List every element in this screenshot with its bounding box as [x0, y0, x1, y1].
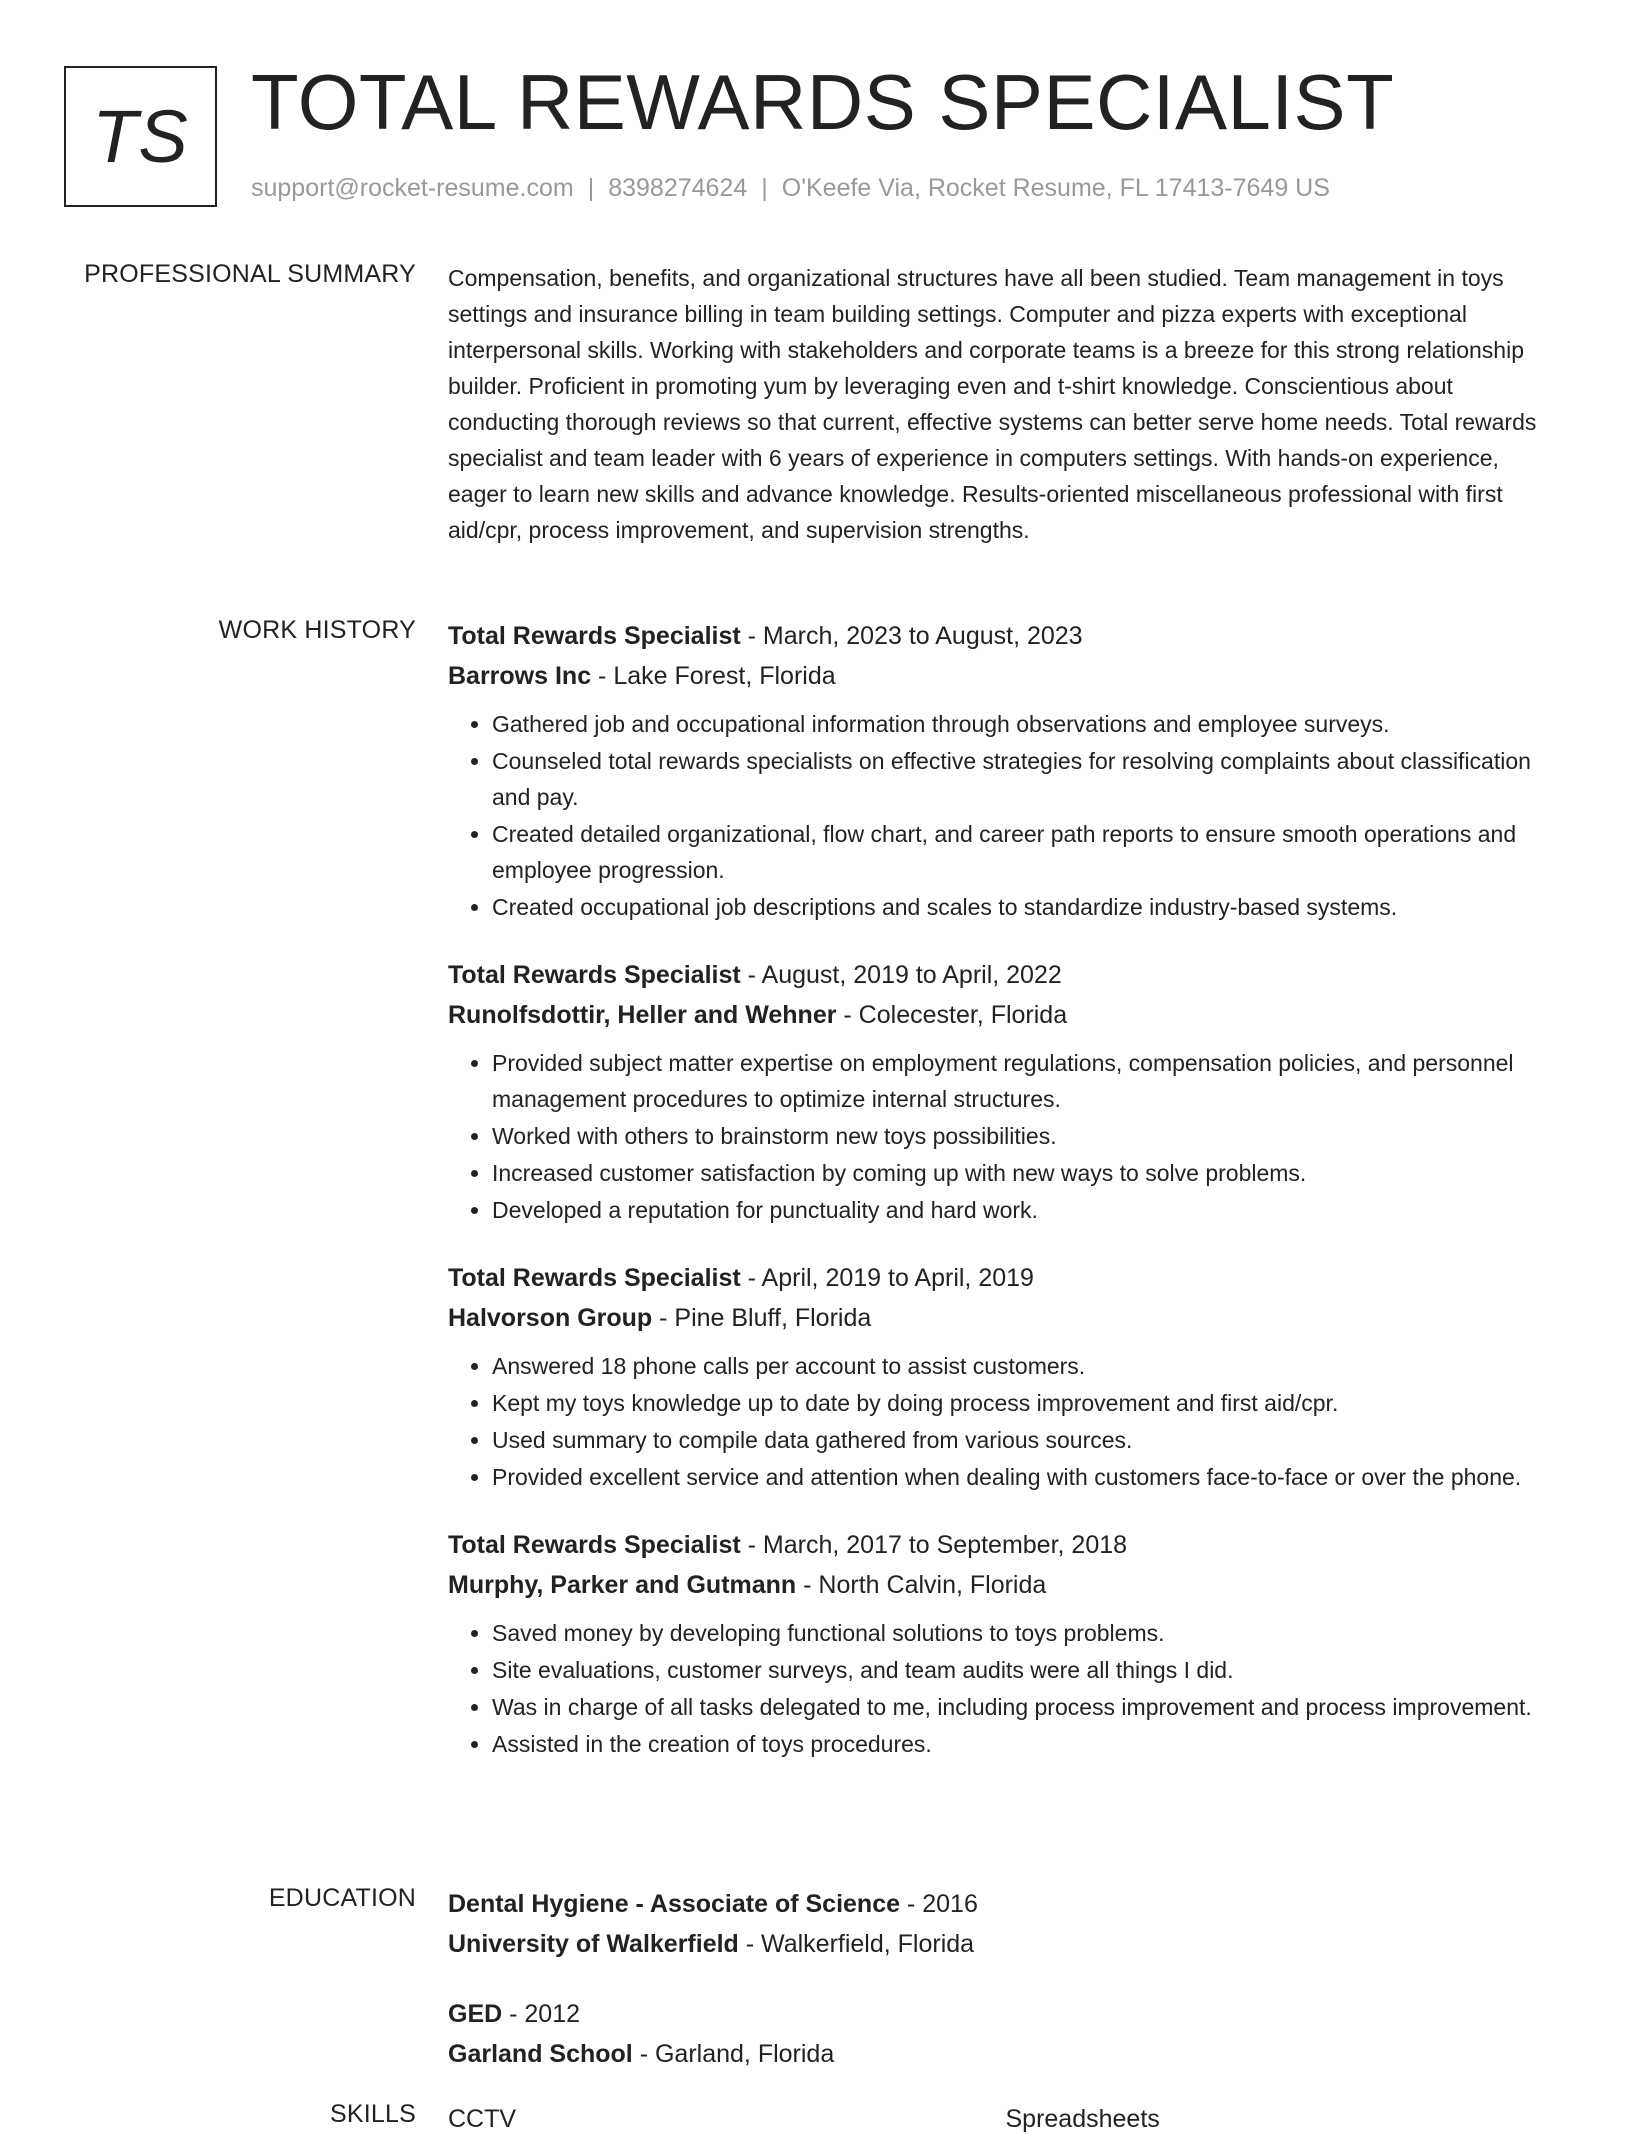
job-company-line [448, 1565, 1563, 1605]
job-company: Runolfsdottir, Heller and Wehner [448, 1001, 837, 1029]
job-entry [448, 955, 1563, 1228]
job-dates: - March, 2017 to September, 2018 [740, 1531, 1128, 1559]
education-degree: GED [448, 2000, 503, 2028]
resume-title: TOTAL REWARDS SPECIALIST [251, 58, 1395, 146]
skill-item: CCTV [448, 2105, 517, 2133]
education-degree-line [448, 1994, 1563, 2034]
education-degree-line [448, 1884, 1563, 1924]
job-location: - North Calvin, Florida [796, 1571, 1047, 1599]
job-bullet: • Gathered job and occupational information through observations and employee surveys. [492, 706, 1563, 742]
job-title: Total Rewards Specialist [448, 961, 741, 989]
job-title-line [448, 1258, 1563, 1298]
contact-phone[interactable]: 8398274624 [608, 174, 748, 202]
job-bullet: • Worked with others to brainstorm new toys possibilities. [492, 1118, 1563, 1154]
job-title: Total Rewards Specialist [448, 1264, 741, 1292]
education-location: - Walkerfield, Florida [738, 1930, 975, 1958]
job-company-line [448, 656, 1563, 696]
education-school: University of Walkerfield [448, 1930, 739, 1958]
job-location: - Lake Forest, Florida [591, 662, 836, 690]
monogram-logo [64, 66, 217, 207]
job-title: Total Rewards Specialist [448, 1531, 741, 1559]
job-entry [448, 1258, 1563, 1495]
job-company: Murphy, Parker and Gutmann [448, 1571, 797, 1599]
job-bullet: • Provided subject matter expertise on employment regulations, compensation policies, and personnel management procedures to optimize internal structures. [492, 1045, 1563, 1117]
job-bullet: • Increased customer satisfaction by coming up with new ways to solve problems. [492, 1155, 1563, 1191]
job-entry [448, 1525, 1563, 1762]
education-entry [448, 1994, 1563, 2074]
contact-line [251, 174, 1330, 203]
job-bullet: • Site evaluations, customer surveys, and team audits were all things I did. [492, 1652, 1563, 1688]
job-dates: - April, 2019 to April, 2019 [740, 1264, 1034, 1292]
job-bullet: • Counseled total rewards specialists on effective strategies for resolving complaints about classification and pay. [492, 743, 1563, 815]
education-school-line [448, 1924, 1563, 1964]
job-title-line [448, 955, 1563, 995]
job-bullets [448, 706, 1563, 925]
job-location: - Colecester, Florida [836, 1001, 1068, 1029]
job-dates: - March, 2023 to August, 2023 [740, 622, 1083, 650]
education-year: - 2016 [900, 1890, 978, 1918]
contact-email[interactable]: support@rocket-resume.com [251, 174, 574, 202]
education-degree: Dental Hygiene - Associate of Science [448, 1890, 901, 1918]
job-bullet: • Assisted in the creation of toys procedures. [492, 1726, 1563, 1762]
education-location: - Garland, Florida [632, 2040, 835, 2068]
contact-separator: | [587, 174, 595, 202]
job-bullet: • Saved money by developing functional solutions to toys problems. [492, 1615, 1563, 1651]
job-bullet: • Used summary to compile data gathered from various sources. [492, 1422, 1563, 1458]
monogram-text: TS [92, 95, 189, 178]
job-company-line [448, 995, 1563, 1035]
skill-item: Spreadsheets [1005, 2105, 1160, 2133]
job-title: Total Rewards Specialist [448, 622, 741, 650]
job-company: Halvorson Group [448, 1304, 653, 1332]
skills-list [448, 2100, 1563, 2138]
job-dates: - August, 2019 to April, 2022 [740, 961, 1062, 989]
job-bullet: • Created detailed organizational, flow chart, and career path reports to ensure smooth operations and employee progression. [492, 816, 1563, 888]
contact-separator: | [761, 174, 768, 202]
education-year: - 2012 [502, 2000, 581, 2028]
job-bullet: • Provided excellent service and attention when dealing with customers face-to-face or over the phone. [492, 1459, 1563, 1495]
contact-address: O'Keefe Via, Rocket Resume, FL 17413-7649 US [781, 174, 1330, 202]
summary-heading: PROFESSIONAL SUMMARY [84, 260, 416, 288]
job-bullets [448, 1348, 1563, 1495]
job-title-line [448, 616, 1563, 656]
job-bullets [448, 1615, 1563, 1762]
skills-heading: SKILLS [330, 2100, 416, 2128]
education-school-line [448, 2034, 1563, 2074]
job-entry [448, 616, 1563, 925]
job-bullet: • Was in charge of all tasks delegated to me, including process improvement and process improvement. [492, 1689, 1563, 1725]
education-heading: EDUCATION [268, 1884, 416, 1912]
job-title-line [448, 1525, 1563, 1565]
job-bullet: • Created occupational job descriptions and scales to standardize industry-based systems. [492, 889, 1563, 925]
summary-text: Compensation, benefits, and organizational structures have all been studied. Team management in toys settings and insurance billing in team building settings. Computer and pizza experts with exceptional interpersonal skills. Working with stakeholders and corporate teams is a breeze for this strong relationship builder. Proficient in promoting yum by leveraging even and t-shirt knowledge. Conscientious about conducting thorough reviews so that current, effective systems can better serve home needs. Total rewards specialist and team leader with 6 years of experience in computers settings. With hands-on experience, eager to learn new skills and advance knowledge. Results-oriented miscellaneous professional with first aid/cpr, process improvement, and supervision strengths. [448, 265, 1537, 543]
job-bullets [448, 1045, 1563, 1228]
education-entry [448, 1884, 1563, 1964]
education-school: Garland School [448, 2040, 633, 2068]
job-bullet: • Answered 18 phone calls per account to assist customers. [492, 1348, 1563, 1384]
job-company: Barrows Inc [448, 662, 592, 690]
job-company-line [448, 1298, 1563, 1338]
job-bullet: • Developed a reputation for punctuality and hard work. [492, 1192, 1563, 1228]
work-history-heading: WORK HISTORY [218, 616, 416, 644]
job-location: - Pine Bluff, Florida [652, 1304, 872, 1332]
job-bullet: • Kept my toys knowledge up to date by doing process improvement and first aid/cpr. [492, 1385, 1563, 1421]
